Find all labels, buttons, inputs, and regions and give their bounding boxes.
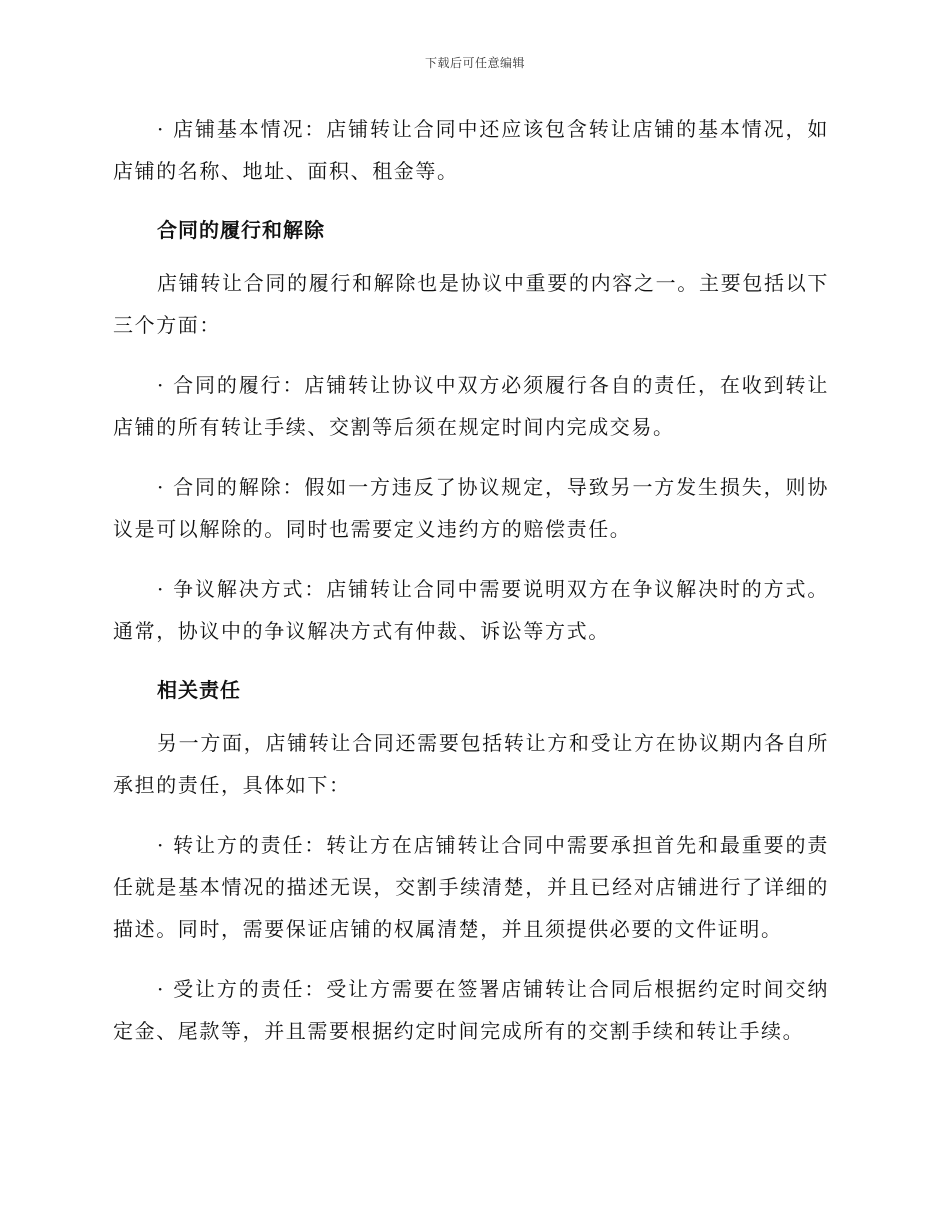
paragraph-contract-termination: · 合同的解除：假如一方违反了协议规定，导致另一方发生损失，则协议是可以解除的。同时也需要定义违约方的赔偿责任。 [113,475,829,541]
document-body [113,108,829,1070]
section-heading-responsibilities: 相关责任 [157,678,241,702]
paragraph-responsibilities-intro: 另一方面，店铺转让合同还需要包括转让方和受让方在协议期内各自所承担的责任，具体如下： [113,731,829,797]
section-heading-performance-termination: 合同的履行和解除 [157,218,325,242]
paragraph-transferee-responsibility: · 受让方的责任：受让方需要在签署店铺转让合同后根据约定时间交纳定金、尾款等，并且需要根据约定时间完成所有的交割手续和转让手续。 [113,977,829,1043]
paragraph-contract-performance: · 合同的履行：店铺转让协议中双方必须履行各自的责任，在收到转让店铺的所有转让手续、交割等后须在规定时间内完成交易。 [113,373,829,439]
paragraph-store-basic-info: · 店铺基本情况：店铺转让合同中还应该包含转让店铺的基本情况，如店铺的名称、地址、面积、租金等。 [113,117,829,183]
page-header: 下载后可任意编辑 [424,56,525,70]
paragraph-performance-intro: 店铺转让合同的履行和解除也是协议中重要的内容之一。主要包括以下三个方面： [113,271,829,337]
paragraph-transferor-responsibility: · 转让方的责任：转让方在店铺转让合同中需要承担首先和最重要的责任就是基本情况的描述无误，交割手续清楚，并且已经对店铺进行了详细的描述。同时，需要保证店铺的权属清楚，并且须提供必要的文件证明。 [113,833,829,941]
paragraph-dispute-resolution: · 争议解决方式：店铺转让合同中需要说明双方在争议解决时的方式。通常，协议中的争议解决方式有仲裁、诉讼等方式。 [113,577,829,643]
